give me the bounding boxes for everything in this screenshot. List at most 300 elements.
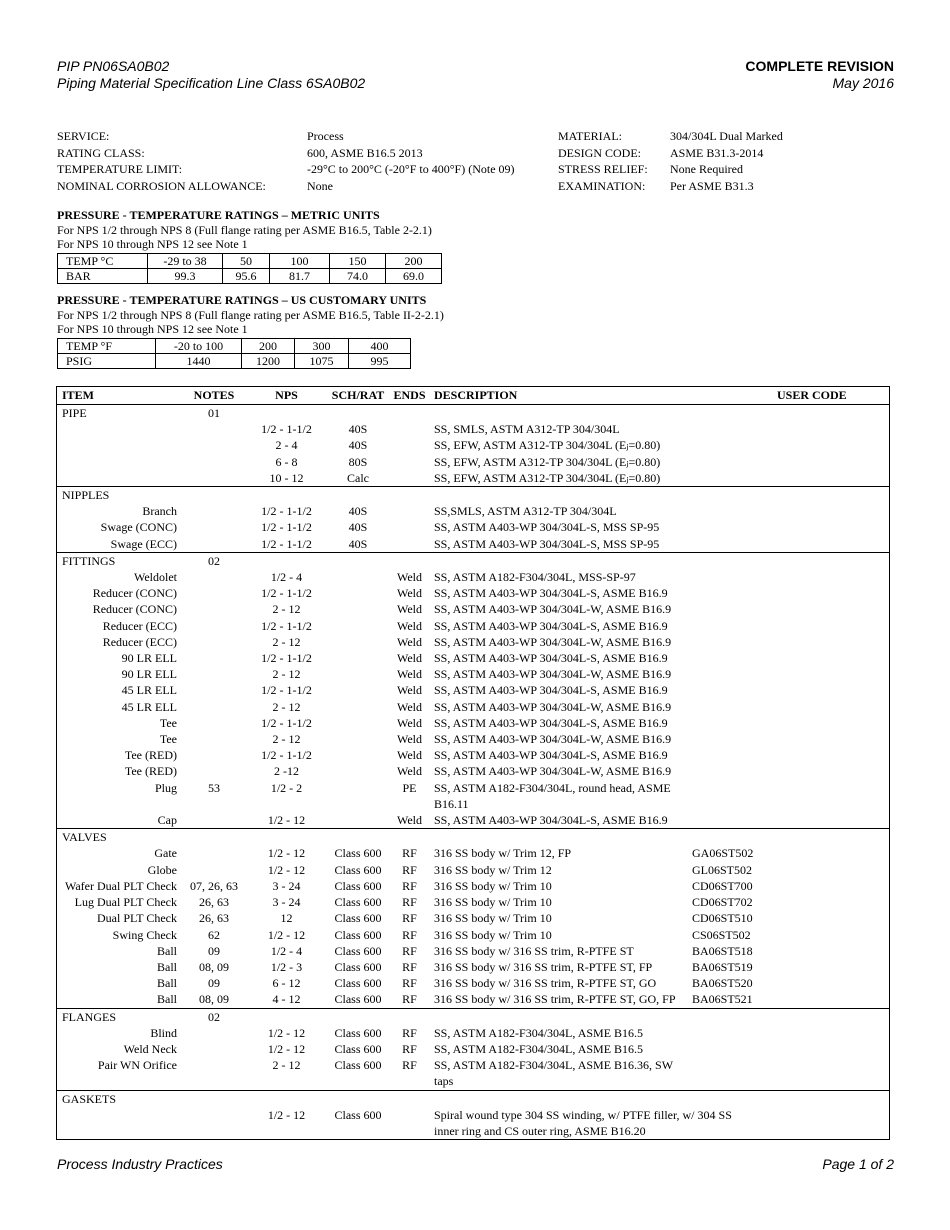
cell-notes [184, 470, 244, 486]
table-row [57, 1057, 889, 1089]
cell-item: Ball [157, 959, 177, 974]
section-valves [57, 829, 889, 1008]
cell-ends [387, 421, 432, 437]
table-row [57, 682, 889, 698]
table-row [57, 634, 889, 650]
cell-sch [329, 585, 387, 601]
metric-note-1: For NPS 1/2 through NPS 8 (Full flange rating per ASME B16.5, Table 2-2.1) [57, 222, 432, 237]
cell-item [57, 421, 184, 437]
cell-description: SS, ASTM A403-WP 304/304L-S, ASME B16.9 [434, 586, 668, 601]
section-notes [184, 487, 244, 503]
table-row [57, 927, 889, 943]
table-row [57, 536, 889, 552]
info-value: Per ASME B31.3 [670, 178, 754, 193]
cell-notes [184, 763, 244, 779]
cell-user-code [692, 634, 889, 650]
info-label: RATING CLASS: [57, 145, 145, 160]
cell-ends: Weld [396, 748, 423, 763]
cell-notes [184, 618, 244, 634]
cell-item: 45 LR ELL [121, 699, 177, 714]
cell-item: Ball [157, 976, 177, 991]
cell-nps: 2 - 12 [272, 634, 301, 649]
cell-description: 316 SS body w/ Trim 10 [434, 911, 552, 926]
cell-sch: Class 600 [334, 911, 382, 926]
header-nps: NPS [275, 388, 298, 402]
cell-ends: Weld [396, 699, 423, 714]
info-value: ASME B31.3-2014 [670, 145, 764, 160]
cell-user-code [692, 421, 889, 437]
table-row [57, 894, 889, 910]
cell-ends: PE [402, 780, 417, 795]
info-label: EXAMINATION: [558, 178, 646, 193]
cell-ends [387, 536, 432, 552]
cell-description: SS, EFW, ASTM A312-TP 304/304L (Eⱼ=0.80) [434, 438, 661, 453]
cell-notes: 53 [208, 780, 220, 795]
section-pipe [57, 405, 889, 487]
cell-nps: 1/2 - 1-1/2 [261, 651, 312, 666]
cell-nps: 1/2 - 1-1/2 [261, 683, 312, 698]
cell-ends: RF [402, 943, 417, 958]
section-heading [57, 553, 889, 569]
cell-item: Gate [154, 846, 177, 861]
cell-user-code [692, 812, 889, 828]
cell-description: SS, ASTM A182-F304/304L, ASME B16.36, SW taps [434, 1058, 673, 1089]
cell-nps: 6 - 8 [275, 454, 298, 469]
cell-nps: 1/2 - 12 [267, 1107, 306, 1122]
header-user-code: USER CODE [777, 388, 847, 402]
cell-user-code [692, 731, 889, 747]
table-row [57, 618, 889, 634]
cell-sch: Class 600 [334, 927, 382, 942]
cell-description: 316 SS body w/ Trim 12 [434, 862, 552, 877]
footer-page: Page 1 of 2 [822, 1156, 894, 1172]
cell-sch: 40S [348, 504, 368, 519]
cell-nps: 2 -12 [274, 764, 299, 779]
section-heading [57, 1009, 889, 1025]
pressure-cell: 995 [349, 353, 411, 368]
cell-item: Tee [159, 732, 177, 747]
cell-nps: 3 - 24 [272, 895, 301, 910]
table-row [57, 991, 889, 1007]
temp-cell: 150 [330, 253, 386, 268]
temp-label: TEMP °C [58, 253, 148, 268]
temp-cell: 50 [223, 253, 270, 268]
cell-notes: 09 [208, 976, 220, 991]
cell-sch [329, 812, 387, 828]
cell-description: SS, ASTM A403-WP 304/304L-S, ASME B16.9 [434, 651, 668, 666]
info-row [57, 128, 897, 145]
service-info [57, 128, 897, 194]
cell-user-code [692, 454, 889, 470]
cell-nps: 1/2 - 12 [267, 1041, 306, 1056]
metric-ratings [57, 208, 442, 284]
cell-description: 316 SS body w/ Trim 10 [434, 895, 552, 910]
cell-notes [184, 715, 244, 731]
cell-user-code [692, 699, 889, 715]
pressure-cell: 95.6 [223, 268, 270, 283]
cell-ends: Weld [396, 715, 423, 730]
cell-nps: 10 - 12 [269, 470, 304, 485]
us-note-1: For NPS 1/2 through NPS 8 (Full flange rating per ASME B16.5, Table II-2-2.1) [57, 307, 444, 322]
cell-description: 316 SS body w/ 316 SS trim, R-PTFE ST [434, 943, 634, 958]
cell-ends: RF [402, 911, 417, 926]
table-row [57, 585, 889, 601]
table-row [57, 878, 889, 894]
cell-notes [184, 421, 244, 437]
table-row [57, 519, 889, 535]
cell-notes [184, 569, 244, 585]
cell-description: SS, ASTM A403-WP 304/304L-W, ASME B16.9 [434, 764, 672, 779]
cell-user-code: CD06ST700 [692, 878, 753, 893]
pressure-cell: 74.0 [330, 268, 386, 283]
cell-sch: 40S [348, 422, 368, 437]
temp-cell: 100 [270, 253, 330, 268]
cell-sch: Class 600 [334, 992, 382, 1007]
cell-description: SS,SMLS, ASTM A312-TP 304/304L [434, 504, 617, 519]
cell-item: Tee (RED) [124, 764, 177, 779]
cell-description: SS, ASTM A403-WP 304/304L-W, ASME B16.9 [434, 667, 672, 682]
cell-description: SS, ASTM A182-F304/304L, MSS-SP-97 [434, 570, 636, 585]
pressure-cell: 1440 [156, 353, 242, 368]
section-name: FLANGES [62, 1009, 117, 1024]
cell-item: Reducer (ECC) [102, 634, 177, 649]
cell-item: Swage (CONC) [100, 520, 177, 535]
cell-item: Pair WN Orifice [97, 1058, 177, 1073]
table-row [57, 569, 889, 585]
cell-item: Tee [159, 715, 177, 730]
cell-sch [329, 618, 387, 634]
cell-ends: RF [402, 976, 417, 991]
cell-description: SS, ASTM A403-WP 304/304L-S, ASME B16.9 [434, 748, 668, 763]
section-notes [184, 1091, 244, 1107]
cell-user-code [692, 536, 889, 552]
cell-user-code: BA06ST520 [692, 976, 753, 991]
section-notes: 02 [208, 553, 220, 568]
cell-sch [329, 666, 387, 682]
cell-description: 316 SS body w/ Trim 10 [434, 927, 552, 942]
table-header [57, 387, 889, 405]
section-heading [57, 1091, 889, 1107]
cell-description: 316 SS body w/ Trim 10 [434, 878, 552, 893]
cell-notes [184, 1057, 244, 1089]
cell-description: 316 SS body w/ Trim 12, FP [434, 846, 572, 861]
table-row [57, 763, 889, 779]
cell-item: Reducer (CONC) [92, 586, 177, 601]
cell-notes [184, 454, 244, 470]
cell-sch [329, 715, 387, 731]
cell-sch: Class 600 [334, 1058, 382, 1073]
cell-item [57, 437, 184, 453]
cell-item: Dual PLT Check [97, 911, 177, 926]
pressure-cell: 99.3 [148, 268, 223, 283]
us-note-2: For NPS 10 through NPS 12 see Note 1 [57, 322, 248, 336]
table-row [57, 666, 889, 682]
metric-temp-row [58, 253, 442, 268]
us-title: PRESSURE - TEMPERATURE RATINGS – US CUSTOMARY UNITS [57, 293, 427, 307]
cell-user-code [692, 618, 889, 634]
cell-user-code: GA06ST502 [692, 846, 754, 861]
cell-nps: 6 - 12 [272, 976, 301, 991]
section-nipples [57, 487, 889, 553]
revision-date: May 2016 [832, 75, 894, 91]
doc-id: PIP PN06SA0B02 [57, 58, 170, 74]
cell-user-code [692, 715, 889, 731]
header-ends: ENDS [393, 388, 426, 402]
us-temp-row [58, 338, 411, 353]
cell-notes [184, 634, 244, 650]
cell-nps: 1/2 - 12 [267, 846, 306, 861]
cell-item: 90 LR ELL [121, 651, 177, 666]
cell-nps: 1/2 - 1-1/2 [261, 586, 312, 601]
cell-notes [184, 650, 244, 666]
cell-item: Swing Check [112, 927, 177, 942]
cell-user-code [692, 682, 889, 698]
info-value: None [307, 178, 333, 193]
cell-ends: Weld [396, 570, 423, 585]
table-row [57, 812, 889, 828]
temp-label: TEMP °F [58, 338, 156, 353]
header-left [57, 58, 365, 92]
cell-notes [184, 1025, 244, 1041]
pressure-label: BAR [58, 268, 148, 283]
cell-nps: 1/2 - 1-1/2 [261, 504, 312, 519]
cell-nps: 1/2 - 12 [267, 927, 306, 942]
table-row [57, 601, 889, 617]
table-row [57, 715, 889, 731]
table-row [57, 1025, 889, 1041]
us-pressure-row [58, 353, 411, 368]
cell-sch [329, 569, 387, 585]
cell-item: Branch [142, 504, 177, 519]
cell-ends [387, 437, 432, 453]
info-label: NOMINAL CORROSION ALLOWANCE: [57, 178, 266, 193]
cell-description: SS, ASTM A403-WP 304/304L-S, ASME B16.9 [434, 618, 668, 633]
cell-nps: 2 - 12 [272, 732, 301, 747]
cell-description: SS, ASTM A182-F304/304L, round head, ASME B16.11 [434, 780, 671, 811]
table-row [57, 910, 889, 926]
cell-notes [184, 437, 244, 453]
cell-item: 45 LR ELL [121, 683, 177, 698]
cell-notes [184, 731, 244, 747]
section-notes [184, 829, 244, 845]
cell-item: Globe [147, 862, 177, 877]
cell-ends: RF [402, 992, 417, 1007]
section-name: GASKETS [62, 1091, 117, 1106]
header-notes: NOTES [193, 388, 235, 402]
section-flanges [57, 1009, 889, 1091]
cell-notes: 62 [208, 927, 220, 942]
table-row [57, 470, 889, 486]
section-fittings [57, 553, 889, 829]
cell-sch: Class 600 [334, 943, 382, 958]
cell-sch: Class 600 [334, 846, 382, 861]
temp-cell: 400 [349, 338, 411, 353]
cell-ends: Weld [396, 634, 423, 649]
cell-item: Reducer (ECC) [102, 618, 177, 633]
table-row [57, 421, 889, 437]
cell-ends: RF [402, 927, 417, 942]
cell-user-code: BA06ST521 [692, 992, 753, 1007]
header-right [745, 58, 894, 92]
info-value: None Required [670, 162, 743, 176]
table-row [57, 943, 889, 959]
cell-ends: RF [402, 959, 417, 974]
cell-sch: Class 600 [334, 1025, 382, 1040]
cell-sch: 80S [348, 454, 368, 469]
cell-ends: RF [402, 1025, 417, 1040]
info-row [57, 161, 897, 178]
cell-notes [184, 585, 244, 601]
table-row [57, 454, 889, 470]
cell-sch: Class 600 [334, 895, 382, 910]
cell-sch [329, 650, 387, 666]
temp-cell: -20 to 100 [156, 338, 242, 353]
pressure-cell: 81.7 [270, 268, 330, 283]
cell-description: SS, ASTM A403-WP 304/304L-S, ASME B16.9 [434, 715, 668, 730]
cell-ends [387, 1107, 432, 1139]
cell-item: Plug [154, 780, 177, 795]
table-row [57, 699, 889, 715]
us-table [57, 338, 411, 369]
cell-item: 90 LR ELL [121, 667, 177, 682]
cell-nps: 1/2 - 1-1/2 [261, 748, 312, 763]
cell-nps: 3 - 24 [272, 878, 301, 893]
cell-notes [184, 503, 244, 519]
info-label: STRESS RELIEF: [558, 162, 648, 176]
cell-ends: RF [402, 1058, 417, 1073]
table-row [57, 862, 889, 878]
pressure-cell: 1200 [242, 353, 295, 368]
section-name: NIPPLES [62, 488, 110, 503]
cell-ends: Weld [396, 602, 423, 617]
cell-nps: 2 - 12 [272, 1058, 301, 1073]
cell-ends [387, 470, 432, 486]
cell-description: SS, ASTM A182-F304/304L, ASME B16.5 [434, 1025, 644, 1040]
table-row [57, 1041, 889, 1057]
section-name: VALVES [62, 830, 107, 845]
cell-user-code [692, 666, 889, 682]
header-description: DESCRIPTION [434, 388, 518, 402]
cell-user-code: CS06ST502 [692, 927, 751, 942]
cell-item: Cap [157, 813, 177, 828]
cell-sch: Class 600 [334, 1107, 382, 1122]
cell-description: SS, EFW, ASTM A312-TP 304/304L (Eⱼ=0.80) [434, 454, 661, 469]
pressure-cell: 1075 [295, 353, 349, 368]
cell-ends: Weld [396, 667, 423, 682]
cell-description: Spiral wound type 304 SS winding, w/ PTFE filler, w/ 304 SS [434, 1107, 732, 1122]
cell-ends [387, 503, 432, 519]
cell-item: Ball [157, 992, 177, 1007]
cell-notes [184, 699, 244, 715]
table-row [57, 747, 889, 763]
cell-sch [329, 601, 387, 617]
cell-sch: Class 600 [334, 976, 382, 991]
cell-description: SS, ASTM A182-F304/304L, ASME B16.5 [434, 1041, 644, 1056]
section-heading [57, 487, 889, 503]
cell-sch [329, 682, 387, 698]
cell-sch [329, 747, 387, 763]
cell-notes: 09 [208, 943, 220, 958]
cell-ends: RF [402, 878, 417, 893]
cell-description: SS, ASTM A403-WP 304/304L-S, ASME B16.9 [434, 813, 668, 828]
cell-nps: 1/2 - 1-1/2 [261, 422, 312, 437]
temp-cell: 200 [242, 338, 295, 353]
cell-ends: Weld [396, 764, 423, 779]
cell-notes: 08, 09 [199, 959, 229, 974]
cell-nps: 1/2 - 1-1/2 [261, 618, 312, 633]
cell-notes [184, 536, 244, 552]
table-body [57, 405, 889, 1139]
cell-user-code: CD06ST510 [692, 911, 753, 926]
info-value: Process [307, 129, 344, 143]
table-row [57, 975, 889, 991]
temp-cell: 200 [386, 253, 442, 268]
header-item: ITEM [62, 388, 95, 402]
cell-nps: 1/2 - 1-1/2 [261, 520, 312, 535]
cell-nps: 12 [280, 911, 293, 926]
cell-notes [184, 682, 244, 698]
section-heading [57, 405, 889, 421]
cell-notes [184, 862, 244, 878]
info-label: DESIGN CODE: [558, 145, 641, 160]
cell-ends: Weld [396, 651, 423, 666]
cell-description: 316 SS body w/ 316 SS trim, R-PTFE ST, GO [434, 976, 657, 991]
cell-notes [184, 747, 244, 763]
cell-user-code [692, 569, 889, 585]
cell-item: Weld Neck [123, 1041, 177, 1056]
cell-description: SS, ASTM A403-WP 304/304L-W, ASME B16.9 [434, 634, 672, 649]
cell-description-cont: inner ring and CS outer ring, ASME B16.20 [434, 1123, 646, 1138]
cell-ends [387, 519, 432, 535]
cell-item: Weldolet [133, 570, 177, 585]
cell-nps: 1/2 - 12 [267, 1025, 306, 1040]
section-heading [57, 829, 889, 845]
cell-sch: 40S [348, 536, 368, 551]
cell-ends [387, 454, 432, 470]
cell-description: 316 SS body w/ 316 SS trim, R-PTFE ST, GO, FP [434, 992, 676, 1007]
cell-ends: Weld [396, 683, 423, 698]
cell-notes: 07, 26, 63 [190, 878, 238, 893]
cell-item: Tee (RED) [124, 748, 177, 763]
cell-sch: Class 600 [334, 878, 382, 893]
header-sch: SCH/RAT [331, 388, 385, 402]
doc-title: Piping Material Specification Line Class 6SA0B02 [57, 75, 366, 91]
cell-user-code [692, 1057, 889, 1089]
cell-sch [329, 763, 387, 779]
cell-description: SS, EFW, ASTM A312-TP 304/304L (Eⱼ=0.80) [434, 470, 661, 485]
cell-notes [184, 845, 244, 861]
cell-nps: 1/2 - 1-1/2 [261, 536, 312, 551]
cell-user-code [692, 503, 889, 519]
cell-user-code [692, 763, 889, 779]
cell-user-code: BA06ST518 [692, 943, 753, 958]
cell-nps: 1/2 - 4 [270, 943, 303, 958]
cell-sch: Calc [347, 470, 369, 485]
cell-notes [184, 519, 244, 535]
materials-table [56, 386, 890, 1140]
info-value: -29°C to 200°C (-20°F to 400°F) (Note 09) [307, 162, 515, 176]
cell-item [57, 470, 184, 486]
cell-nps: 2 - 12 [272, 667, 301, 682]
cell-nps: 2 - 12 [272, 699, 301, 714]
cell-notes [184, 601, 244, 617]
cell-description: SS, ASTM A403-WP 304/304L-W, ASME B16.9 [434, 602, 672, 617]
temp-cell: -29 to 38 [148, 253, 223, 268]
cell-sch [329, 780, 387, 812]
cell-user-code [692, 747, 889, 763]
section-gaskets [57, 1091, 889, 1140]
cell-user-code [692, 780, 889, 812]
